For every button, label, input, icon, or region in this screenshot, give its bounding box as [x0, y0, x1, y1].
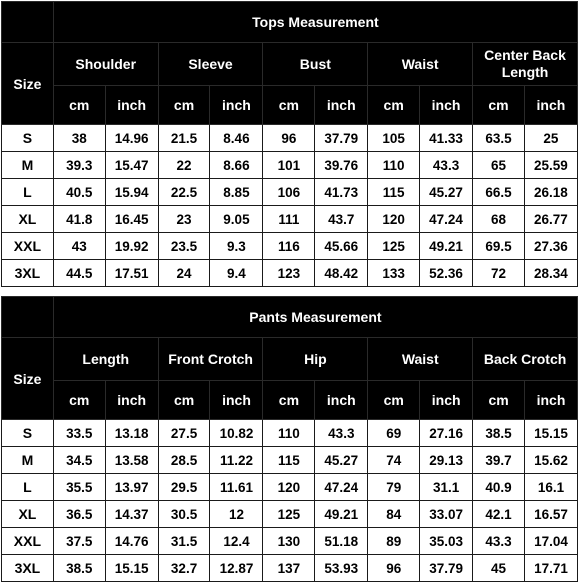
measurement-cell: 40.5: [53, 179, 105, 206]
pants-unit-header: inch: [420, 381, 473, 420]
tops-unit-header: inch: [315, 86, 368, 125]
pants-unit-header: cm: [263, 381, 315, 420]
measurement-cell: 11.22: [210, 447, 263, 474]
tops-unit-header: inch: [210, 86, 263, 125]
tops-unit-header: cm: [263, 86, 315, 125]
measurement-cell: 68: [473, 206, 525, 233]
table-row: [2, 260, 578, 287]
measurement-cell: 52.36: [420, 260, 473, 287]
table-row: [2, 447, 578, 474]
size-cell: M: [2, 152, 54, 179]
measurement-cell: 43.7: [315, 206, 368, 233]
measurement-cell: 66.5: [473, 179, 525, 206]
measurement-cell: 43.3: [473, 528, 525, 555]
measurement-cell: 31.1: [420, 474, 473, 501]
measurement-cell: 29.13: [420, 447, 473, 474]
measurement-cell: 106: [263, 179, 315, 206]
measurement-cell: 115: [263, 447, 315, 474]
table-row: [2, 233, 578, 260]
measurement-cell: 8.85: [210, 179, 263, 206]
measurement-cell: 26.18: [524, 179, 577, 206]
measurement-cell: 96: [368, 555, 420, 582]
tops-body: [2, 125, 578, 287]
pants-size-header: Size: [2, 338, 54, 420]
measurement-cell: 43.3: [420, 152, 473, 179]
size-cell: S: [2, 125, 54, 152]
measurement-cell: 39.7: [473, 447, 525, 474]
table-row: [2, 474, 578, 501]
measurement-cell: 27.36: [524, 233, 577, 260]
measurement-cell: 47.24: [420, 206, 473, 233]
measurement-cell: 37.79: [315, 125, 368, 152]
measurement-cell: 24: [158, 260, 210, 287]
measurement-cell: 13.58: [105, 447, 158, 474]
measurement-cell: 33.5: [53, 420, 105, 447]
measurement-cell: 84: [368, 501, 420, 528]
measurement-cell: 125: [368, 233, 420, 260]
measurement-cell: 49.21: [315, 501, 368, 528]
measurement-cell: 38.5: [53, 555, 105, 582]
tops-measurement-table: [1, 1, 578, 287]
measurement-cell: 32.7: [158, 555, 210, 582]
measurement-cell: 34.5: [53, 447, 105, 474]
pants-measurement-table: [1, 296, 578, 582]
pants-group-header: Waist: [368, 338, 473, 381]
measurement-cell: 13.18: [105, 420, 158, 447]
measurement-cell: 125: [263, 501, 315, 528]
measurement-cell: 8.46: [210, 125, 263, 152]
measurement-cell: 41.73: [315, 179, 368, 206]
measurement-cell: 23: [158, 206, 210, 233]
measurement-cell: 10.82: [210, 420, 263, 447]
measurement-cell: 111: [263, 206, 315, 233]
tops-group-header: Sleeve: [158, 43, 263, 86]
pants-unit-header: cm: [473, 381, 525, 420]
measurement-cell: 41.33: [420, 125, 473, 152]
measurement-cell: 53.93: [315, 555, 368, 582]
tops-unit-header: inch: [524, 86, 577, 125]
measurement-cell: 45.66: [315, 233, 368, 260]
table-row: [2, 179, 578, 206]
measurement-cell: 21.5: [158, 125, 210, 152]
measurement-cell: 28.34: [524, 260, 577, 287]
measurement-cell: 74: [368, 447, 420, 474]
size-cell: XL: [2, 206, 54, 233]
tops-unit-header: cm: [53, 86, 105, 125]
pants-group-header: Hip: [263, 338, 368, 381]
tops-group-header: Center Back Length: [473, 43, 578, 86]
measurement-cell: 45.27: [315, 447, 368, 474]
tops-unit-header: inch: [105, 86, 158, 125]
measurement-cell: 17.71: [524, 555, 577, 582]
size-cell: M: [2, 447, 54, 474]
measurement-cell: 35.5: [53, 474, 105, 501]
measurement-cell: 116: [263, 233, 315, 260]
tops-group-header: Waist: [368, 43, 473, 86]
tops-unit-header: inch: [420, 86, 473, 125]
measurement-cell: 30.5: [158, 501, 210, 528]
measurement-cell: 120: [263, 474, 315, 501]
measurement-cell: 96: [263, 125, 315, 152]
measurement-cell: 28.5: [158, 447, 210, 474]
size-cell: XXL: [2, 233, 54, 260]
pants-unit-header: inch: [524, 381, 577, 420]
measurement-cell: 35.03: [420, 528, 473, 555]
measurement-cell: 31.5: [158, 528, 210, 555]
measurement-cell: 110: [263, 420, 315, 447]
pants-unit-header: cm: [368, 381, 420, 420]
table-row: [2, 125, 578, 152]
measurement-cell: 25.59: [524, 152, 577, 179]
measurement-cell: 17.51: [105, 260, 158, 287]
measurement-cell: 42.1: [473, 501, 525, 528]
measurement-cell: 120: [368, 206, 420, 233]
measurement-cell: 25: [524, 125, 577, 152]
tops-corner-cell: [2, 2, 54, 43]
pants-group-header: Back Crotch: [473, 338, 578, 381]
measurement-cell: 15.62: [524, 447, 577, 474]
table-row: [2, 528, 578, 555]
measurement-cell: 43: [53, 233, 105, 260]
table-row: [2, 206, 578, 233]
measurement-cell: 38: [53, 125, 105, 152]
measurement-cell: 36.5: [53, 501, 105, 528]
table-gap: [1, 287, 578, 296]
measurement-cell: 23.5: [158, 233, 210, 260]
measurement-cell: 40.9: [473, 474, 525, 501]
measurement-cell: 101: [263, 152, 315, 179]
measurement-cell: 26.77: [524, 206, 577, 233]
measurement-cell: 15.15: [105, 555, 158, 582]
measurement-cell: 39.3: [53, 152, 105, 179]
pants-unit-header: inch: [105, 381, 158, 420]
tops-units-row: [2, 86, 578, 125]
size-cell: L: [2, 179, 54, 206]
measurement-cell: 19.92: [105, 233, 158, 260]
measurement-cell: 133: [368, 260, 420, 287]
measurement-cell: 37.79: [420, 555, 473, 582]
measurement-cell: 12.4: [210, 528, 263, 555]
measurement-cell: 14.96: [105, 125, 158, 152]
measurement-cell: 115: [368, 179, 420, 206]
measurement-cell: 9.05: [210, 206, 263, 233]
measurement-cell: 16.1: [524, 474, 577, 501]
measurement-cell: 49.21: [420, 233, 473, 260]
tops-unit-header: cm: [473, 86, 525, 125]
pants-unit-header: inch: [210, 381, 263, 420]
pants-group-header: Front Crotch: [158, 338, 263, 381]
size-cell: 3XL: [2, 260, 54, 287]
measurement-cell: 69.5: [473, 233, 525, 260]
tops-unit-header: cm: [158, 86, 210, 125]
measurement-cell: 69: [368, 420, 420, 447]
measurement-cell: 63.5: [473, 125, 525, 152]
measurement-cell: 9.3: [210, 233, 263, 260]
measurement-cell: 8.66: [210, 152, 263, 179]
measurement-cell: 9.4: [210, 260, 263, 287]
measurement-cell: 14.76: [105, 528, 158, 555]
measurement-cell: 110: [368, 152, 420, 179]
measurement-cell: 51.18: [315, 528, 368, 555]
measurement-cell: 41.8: [53, 206, 105, 233]
measurement-cell: 48.42: [315, 260, 368, 287]
table-row: [2, 555, 578, 582]
measurement-cell: 16.57: [524, 501, 577, 528]
measurement-cell: 11.61: [210, 474, 263, 501]
pants-units-row: [2, 381, 578, 420]
measurement-cell: 89: [368, 528, 420, 555]
measurement-cell: 14.37: [105, 501, 158, 528]
pants-unit-header: inch: [315, 381, 368, 420]
measurement-cell: 47.24: [315, 474, 368, 501]
measurement-cell: 12: [210, 501, 263, 528]
tops-unit-header: cm: [368, 86, 420, 125]
measurement-cell: 123: [263, 260, 315, 287]
measurement-cell: 13.97: [105, 474, 158, 501]
pants-corner-cell: [2, 297, 54, 338]
measurement-cell: 15.15: [524, 420, 577, 447]
measurement-cell: 17.04: [524, 528, 577, 555]
pants-body: [2, 420, 578, 582]
measurement-cell: 44.5: [53, 260, 105, 287]
measurement-cell: 27.5: [158, 420, 210, 447]
measurement-cell: 15.94: [105, 179, 158, 206]
size-cell: XXL: [2, 528, 54, 555]
pants-unit-header: cm: [53, 381, 105, 420]
measurement-cell: 15.47: [105, 152, 158, 179]
measurement-cell: 45: [473, 555, 525, 582]
measurement-cell: 39.76: [315, 152, 368, 179]
measurement-cell: 22: [158, 152, 210, 179]
pants-title: Pants Measurement: [53, 297, 577, 338]
size-cell: XL: [2, 501, 54, 528]
pants-unit-header: cm: [158, 381, 210, 420]
measurement-cell: 65: [473, 152, 525, 179]
size-cell: 3XL: [2, 555, 54, 582]
measurement-cell: 137: [263, 555, 315, 582]
measurement-cell: 22.5: [158, 179, 210, 206]
measurement-cell: 29.5: [158, 474, 210, 501]
table-row: [2, 420, 578, 447]
size-chart: [1, 1, 578, 582]
measurement-cell: 16.45: [105, 206, 158, 233]
measurement-cell: 105: [368, 125, 420, 152]
measurement-cell: 43.3: [315, 420, 368, 447]
measurement-cell: 37.5: [53, 528, 105, 555]
measurement-cell: 12.87: [210, 555, 263, 582]
tops-size-header: Size: [2, 43, 54, 125]
measurement-cell: 33.07: [420, 501, 473, 528]
measurement-cell: 79: [368, 474, 420, 501]
measurement-cell: 130: [263, 528, 315, 555]
measurement-cell: 45.27: [420, 179, 473, 206]
tops-group-header: Bust: [263, 43, 368, 86]
size-cell: S: [2, 420, 54, 447]
size-cell: L: [2, 474, 54, 501]
measurement-cell: 38.5: [473, 420, 525, 447]
table-row: [2, 152, 578, 179]
pants-group-header: Length: [53, 338, 158, 381]
measurement-cell: 72: [473, 260, 525, 287]
tops-title: Tops Measurement: [53, 2, 577, 43]
table-row: [2, 501, 578, 528]
tops-group-header: Shoulder: [53, 43, 158, 86]
measurement-cell: 27.16: [420, 420, 473, 447]
